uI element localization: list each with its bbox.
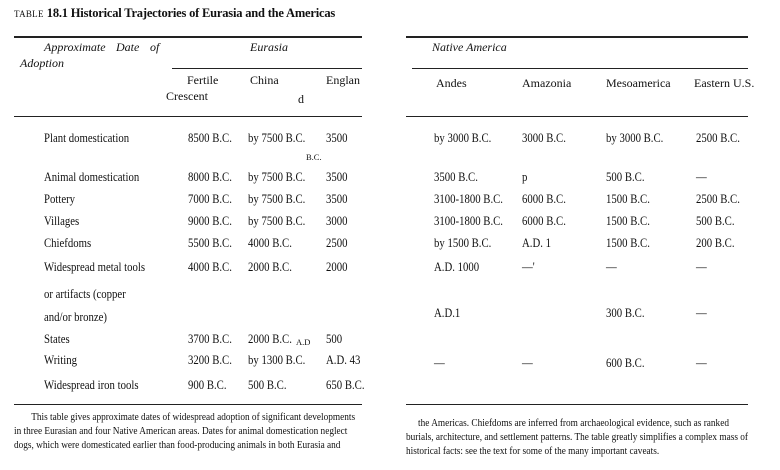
fertile-crescent-cell: 900 B.C.	[188, 378, 227, 392]
england-cell: 3500	[326, 131, 348, 145]
andes-cell: 3100-1800 B.C.	[434, 192, 503, 206]
eastern-us-cell: —	[696, 356, 707, 370]
england-cell: 2500	[326, 236, 348, 250]
china-cell: by 7500 B.C.	[248, 192, 306, 206]
left-col0-header-a: Approximate	[44, 40, 106, 54]
eurasia-group-header: Eurasia	[250, 40, 289, 54]
row-label: States	[44, 332, 70, 346]
amazonia-cell: p	[522, 170, 528, 184]
left-col0-header-b: Date	[116, 40, 140, 54]
left-caption: This table gives approximate dates of widespread adoption of significant developments in three Eurasian and four Native American areas. Dates for animal domestication neglect dogs, which were domesticated earlier than food-producing animals in both Eurasia and	[14, 411, 356, 451]
andes-cell: A.D.1	[434, 306, 461, 320]
fertile-crescent-cell: 4000 B.C.	[188, 260, 232, 274]
native-america-group-header: Native America	[432, 40, 507, 54]
left-col0-header-d: Adoption	[20, 56, 64, 70]
right-top-rule	[406, 36, 748, 38]
row-label: or artifacts (copper	[44, 287, 126, 301]
table-title-text: 18.1 Historical Trajectories of Eurasia and the Americas	[46, 6, 336, 20]
england-header-a: Englan	[326, 73, 360, 87]
table-title	[14, 6, 335, 21]
andes-cell: —	[434, 356, 445, 370]
china-cell: by 1300 B.C.	[248, 353, 306, 367]
england-cell: 500	[326, 332, 343, 346]
china-cell: 2000 B.C.	[248, 260, 292, 274]
row-label: and/or bronze)	[44, 310, 107, 324]
england-cell: 3500	[326, 192, 348, 206]
row-label: Plant domestication	[44, 131, 130, 145]
mesoamerica-cell: —	[606, 260, 617, 274]
native-america-span-rule	[412, 68, 748, 69]
amazonia-cell: 6000 B.C.	[522, 192, 566, 206]
eastern-us-cell: —	[696, 170, 707, 184]
row-label: Widespread iron tools	[44, 378, 139, 392]
andes-cell: by 1500 B.C.	[434, 236, 492, 250]
stray-bc-mark: B.C.	[306, 152, 322, 162]
england-header-b: d	[298, 92, 304, 106]
mesoamerica-header: Mesoamerica	[606, 76, 671, 90]
andes-cell: A.D. 1000	[434, 260, 480, 274]
china-cell: by 7500 B.C.	[248, 214, 306, 228]
fertile-crescent-cell: 3700 B.C.	[188, 332, 232, 346]
right-caption: the Americas. Chiefdoms are inferred from archaeological evidence, such as ranked burials, architecture, and settlement patterns. The table greatly simplifies a complex mass of historical facts: see the text for some of the many important caveats.	[406, 417, 748, 457]
fertile-crescent-cell: 8000 B.C.	[188, 170, 232, 184]
china-cell: 2000 B.C.	[248, 332, 292, 346]
england-cell: 3500	[326, 170, 348, 184]
fertile-crescent-header-b: Crescent	[166, 89, 208, 103]
right-bottom-rule	[406, 404, 748, 405]
china-cell: by 7500 B.C.	[248, 131, 306, 145]
mesoamerica-cell: 1500 B.C.	[606, 192, 650, 206]
right-header-rule	[406, 116, 748, 117]
left-col0-header-c: of	[150, 40, 160, 54]
left-header-rule	[14, 116, 362, 117]
england-cell: 650 B.C.	[326, 378, 365, 392]
england-cell: A.D. 43	[326, 353, 361, 367]
andes-cell: by 3000 B.C.	[434, 131, 492, 145]
row-label: Pottery	[44, 192, 76, 206]
amazonia-header: Amazonia	[522, 76, 572, 90]
eastern-us-header: Eastern U.S.	[694, 76, 755, 90]
left-bottom-rule	[14, 404, 362, 405]
mesoamerica-cell: 1500 B.C.	[606, 236, 650, 250]
andes-header: Andes	[436, 76, 467, 90]
amazonia-cell: —	[522, 356, 533, 370]
table-prefix: TABLE	[14, 9, 44, 19]
andes-cell: 3100-1800 B.C.	[434, 214, 503, 228]
stray-ad-mark: A.D	[296, 337, 311, 347]
left-top-rule	[14, 36, 362, 38]
fertile-crescent-cell: 8500 B.C.	[188, 131, 232, 145]
mesoamerica-cell: 1500 B.C.	[606, 214, 650, 228]
amazonia-cell: 3000 B.C.	[522, 131, 566, 145]
china-cell: 4000 B.C.	[248, 236, 292, 250]
eastern-us-cell: —	[696, 260, 707, 274]
china-cell: by 7500 B.C.	[248, 170, 306, 184]
row-label: Chiefdoms	[44, 236, 92, 250]
mesoamerica-cell: by 3000 B.C.	[606, 131, 664, 145]
fertile-crescent-header-a: Fertile	[187, 73, 219, 87]
row-label: Villages	[44, 214, 80, 228]
china-cell: 500 B.C.	[248, 378, 287, 392]
andes-cell: 3500 B.C.	[434, 170, 478, 184]
china-header: China	[250, 73, 279, 87]
amazonia-cell: —'	[522, 260, 535, 274]
england-cell: 2000	[326, 260, 348, 274]
row-label: Widespread metal tools	[44, 260, 146, 274]
mesoamerica-cell: 600 B.C.	[606, 356, 645, 370]
eastern-us-cell: 2500 B.C.	[696, 131, 740, 145]
fertile-crescent-cell: 9000 B.C.	[188, 214, 232, 228]
eastern-us-cell: —	[696, 306, 707, 320]
amazonia-cell: 6000 B.C.	[522, 214, 566, 228]
eastern-us-cell: 200 B.C.	[696, 236, 735, 250]
eurasia-span-rule	[172, 68, 362, 69]
england-cell: 3000	[326, 214, 348, 228]
amazonia-cell: A.D. 1	[522, 236, 551, 250]
row-label: Writing	[44, 353, 78, 367]
row-label: Animal domestication	[44, 170, 140, 184]
eastern-us-cell: 2500 B.C.	[696, 192, 740, 206]
eastern-us-cell: 500 B.C.	[696, 214, 735, 228]
fertile-crescent-cell: 7000 B.C.	[188, 192, 232, 206]
mesoamerica-cell: 300 B.C.	[606, 306, 645, 320]
fertile-crescent-cell: 5500 B.C.	[188, 236, 232, 250]
fertile-crescent-cell: 3200 B.C.	[188, 353, 232, 367]
mesoamerica-cell: 500 B.C.	[606, 170, 645, 184]
